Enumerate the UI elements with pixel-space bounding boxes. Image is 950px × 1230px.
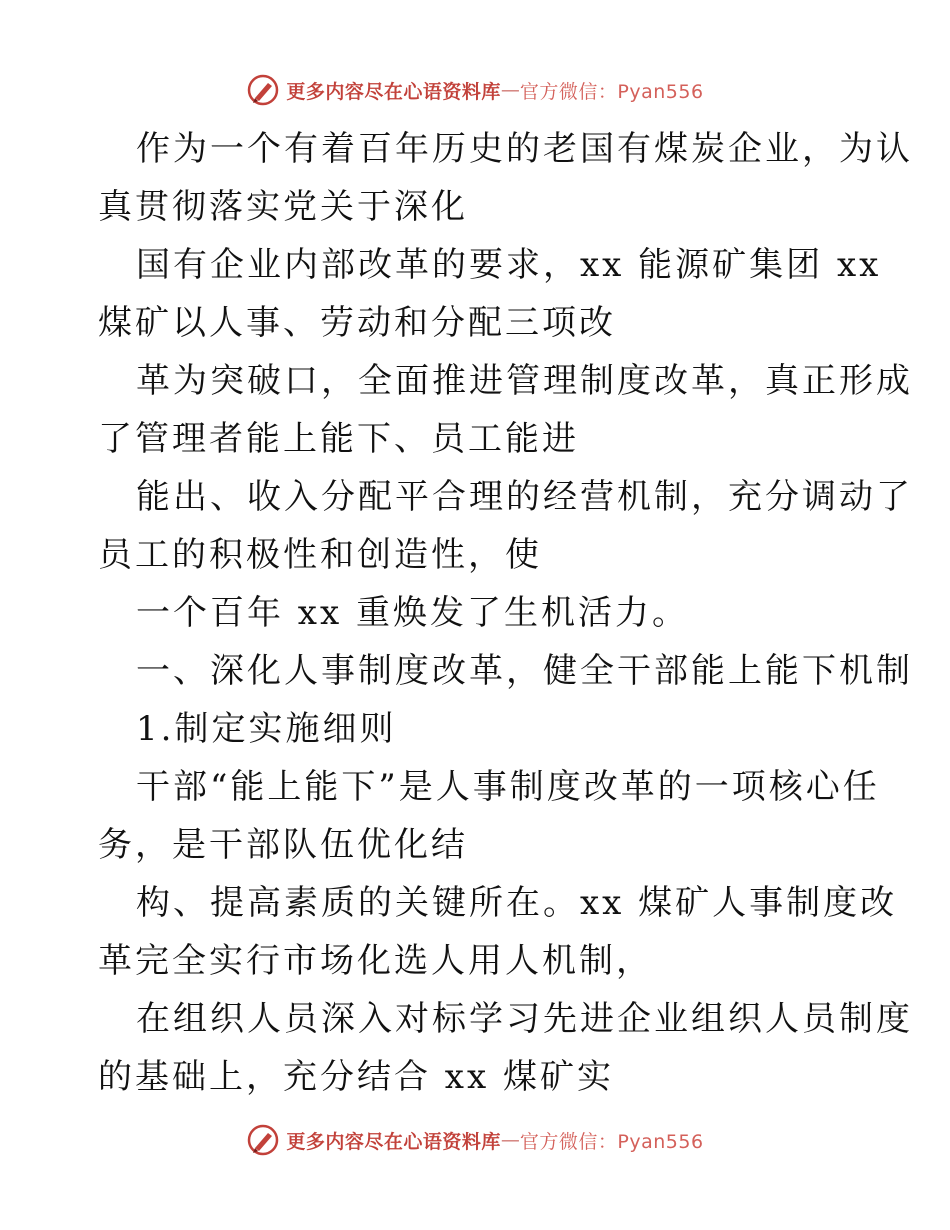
text-line: 革为突破口，全面推进管理制度改革，真正形成 <box>136 361 913 401</box>
text-line: 国有企业内部改革的要求，xx 能源矿集团 xx <box>136 245 882 285</box>
text-line: 了管理者能上能下、员工能进 <box>98 419 579 459</box>
section-heading: 一、深化人事制度改革，健全干部能上能下机制 <box>136 651 913 691</box>
text-line: 作为一个有着百年历史的老国有煤炭企业，为认 <box>136 129 913 169</box>
banner-separator: — <box>500 1129 520 1151</box>
banner-separator: — <box>500 79 520 101</box>
banner-wechat: 官方微信：Pyan556 <box>519 1130 704 1153</box>
document-body <box>98 120 913 1106</box>
text-line: 干部“能上能下”是人事制度改革的一项核心任 <box>136 767 880 807</box>
text-line: 革完全实行市场化选人用人机制， <box>98 941 653 981</box>
pen-logo-icon <box>246 73 280 107</box>
text-line: 构、提高素质的关键所在。xx 煤矿人事制度改 <box>136 883 898 923</box>
text-line: 员工的积极性和创造性，使 <box>98 535 542 575</box>
text-line: 在组织人员深入对标学习先进企业组织人员制度 <box>136 999 913 1039</box>
text-line: 真贯彻落实党关于深化 <box>98 187 468 227</box>
pen-logo-icon <box>246 1123 280 1157</box>
text-line: 务，是干部队伍优化结 <box>98 825 468 865</box>
text-line: 能出、收入分配平合理的经营机制，充分调动了 <box>136 477 913 517</box>
text-line: 一个百年 xx 重焕发了生机活力。 <box>136 593 689 633</box>
subsection-heading: 1.制定实施细则 <box>136 709 397 749</box>
banner-title: 更多内容尽在心语资料库 <box>286 1130 501 1153</box>
banner-wechat: 官方微信：Pyan556 <box>519 80 704 103</box>
banner-title: 更多内容尽在心语资料库 <box>286 80 501 103</box>
footer-banner <box>0 1120 950 1160</box>
header-banner <box>0 70 950 110</box>
text-line: 的基础上，充分结合 xx 煤矿实 <box>98 1057 614 1097</box>
text-line: 煤矿以人事、劳动和分配三项改 <box>98 303 616 343</box>
